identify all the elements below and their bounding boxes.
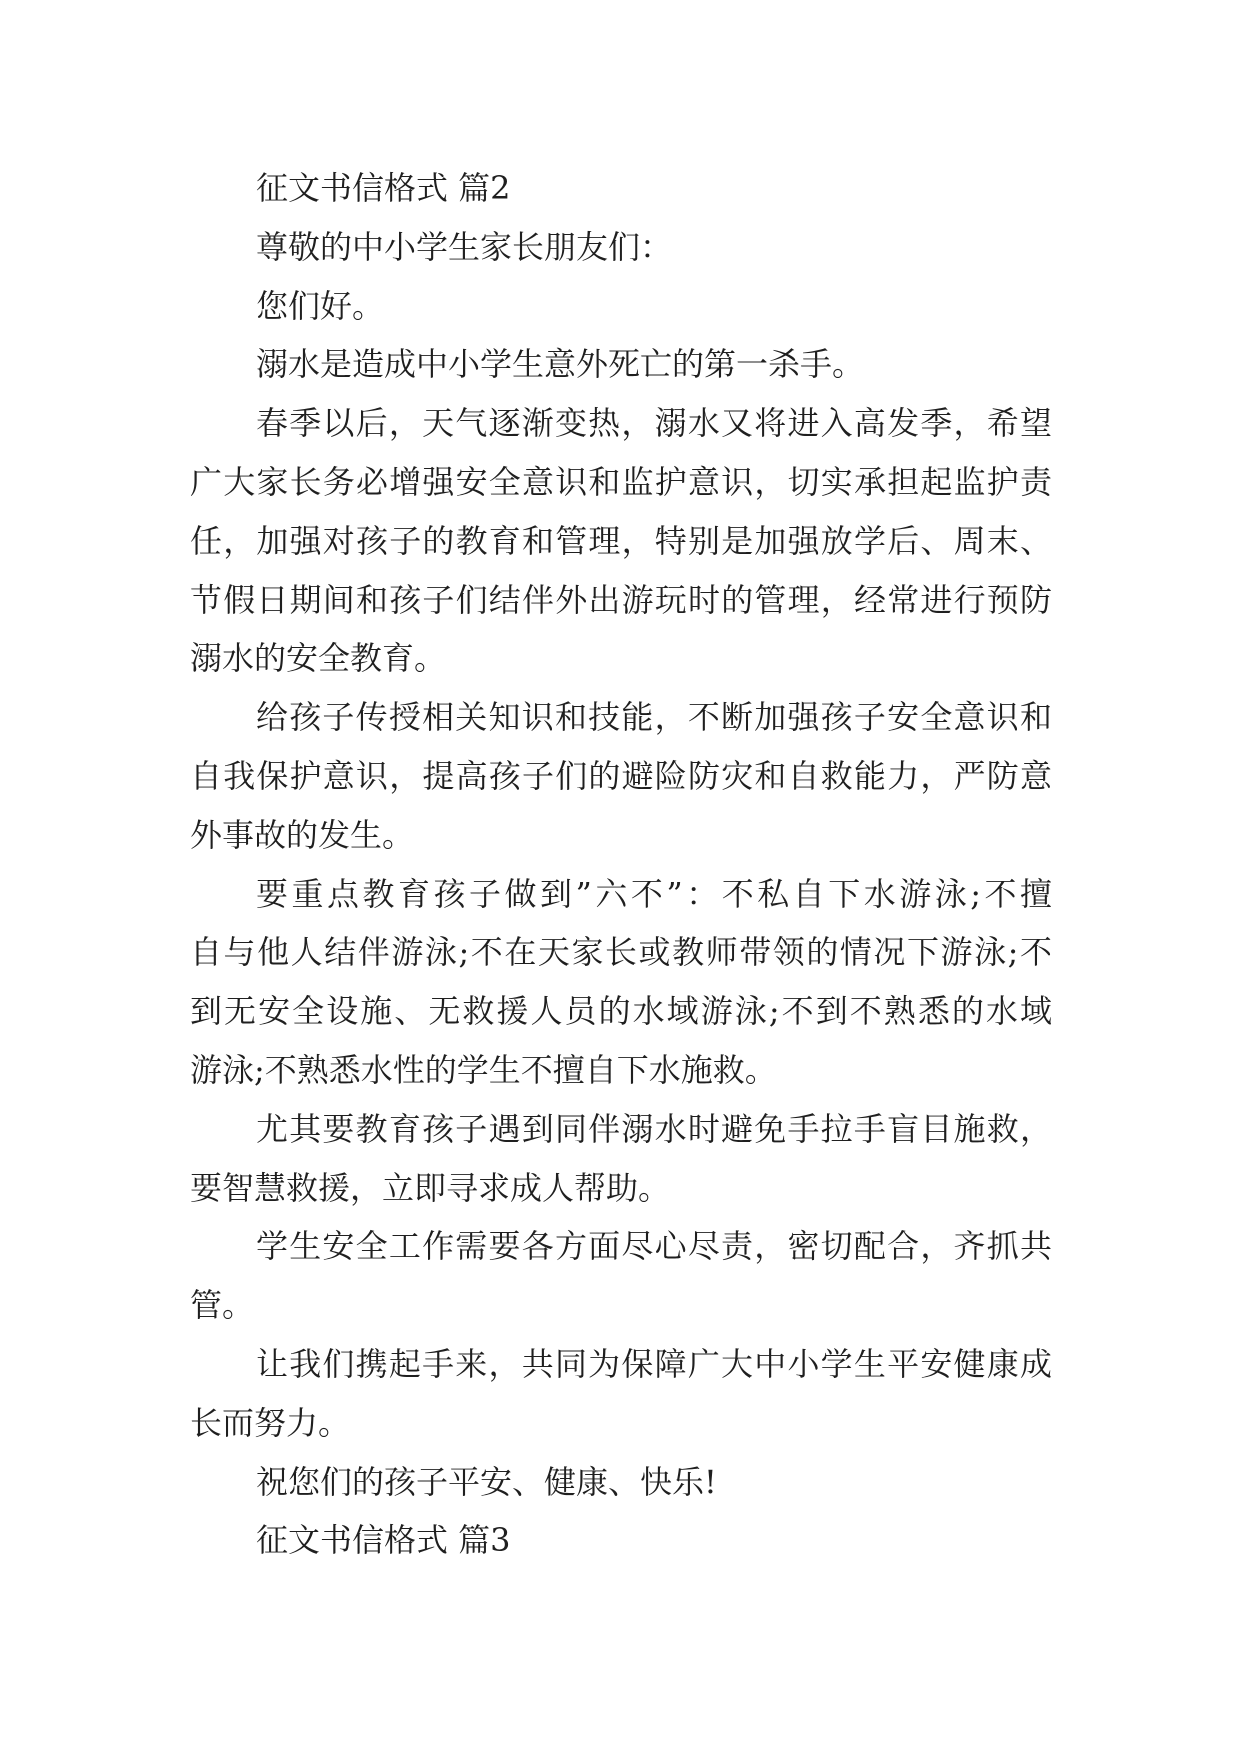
section-heading: 征文书信格式 篇2 [256, 169, 511, 207]
paragraph-line: 尤其要教育孩子遇到同伴溺水时避免手拉手盲目施救， [256, 1109, 1052, 1148]
paragraph [190, 335, 1052, 394]
paragraph [190, 1100, 1052, 1218]
paragraph-line: 节假日期间和孩子们结伴外出游玩时的管理，经常进行预防 [190, 580, 1052, 619]
paragraph-line: 自我保护意识，提高孩子们的避险防灾和自救能力，严防意 [190, 756, 1052, 795]
paragraph [190, 1217, 1052, 1335]
greeting: 您们好。 [256, 286, 385, 325]
paragraph-line: 要智慧救援，立即寻求成人帮助。 [190, 1168, 671, 1207]
paragraph-line: 到无安全设施、无救援人员的水域游泳;不到不熟悉的水域 [190, 992, 1052, 1031]
paragraph [190, 865, 1052, 1100]
paragraph-line: 广大家长务必增强安全意识和监护意识，切实承担起监护责 [190, 462, 1052, 501]
paragraph-line: 管。 [190, 1286, 255, 1325]
paragraph-line: 学生安全工作需要各方面尽心尽责，密切配合，齐抓共 [256, 1227, 1052, 1266]
paragraph-line: 任，加强对孩子的教育和管理，特别是加强放学后、周末、 [190, 521, 1052, 560]
paragraph-line: 让我们携起手来，共同为保障广大中小学生平安健康成 [256, 1344, 1052, 1383]
paragraph-line: 春季以后，天气逐渐变热，溺水又将进入高发季，希望 [256, 404, 1052, 443]
paragraph [190, 688, 1052, 864]
document-body [190, 159, 1052, 1570]
paragraph-line: 长而努力。 [190, 1403, 351, 1442]
paragraph-line: 溺水是造成中小学生意外死亡的第一杀手。 [256, 345, 865, 384]
paragraph [190, 394, 1052, 688]
paragraph-line: 溺水的安全教育。 [190, 639, 447, 678]
paragraph-line: 游泳;不熟悉水性的学生不擅自下水施救。 [190, 1050, 777, 1089]
paragraph-line: 给孩子传授相关知识和技能，不断加强孩子安全意识和 [256, 698, 1052, 737]
closing-wish: 祝您们的孩子平安、健康、快乐! [256, 1462, 717, 1501]
paragraph-line: 要重点教育孩子做到”六不”：不私自下水游泳;不擅 [256, 874, 1052, 913]
paragraph-line: 外事故的发生。 [190, 815, 415, 854]
paragraph-line: 自与他人结伴游泳;不在天家长或教师带领的情况下游泳;不 [190, 933, 1052, 972]
paragraph [190, 1335, 1052, 1453]
salutation: 尊敬的中小学生家长朋友们： [256, 227, 673, 266]
next-section-heading: 征文书信格式 篇3 [256, 1521, 511, 1560]
